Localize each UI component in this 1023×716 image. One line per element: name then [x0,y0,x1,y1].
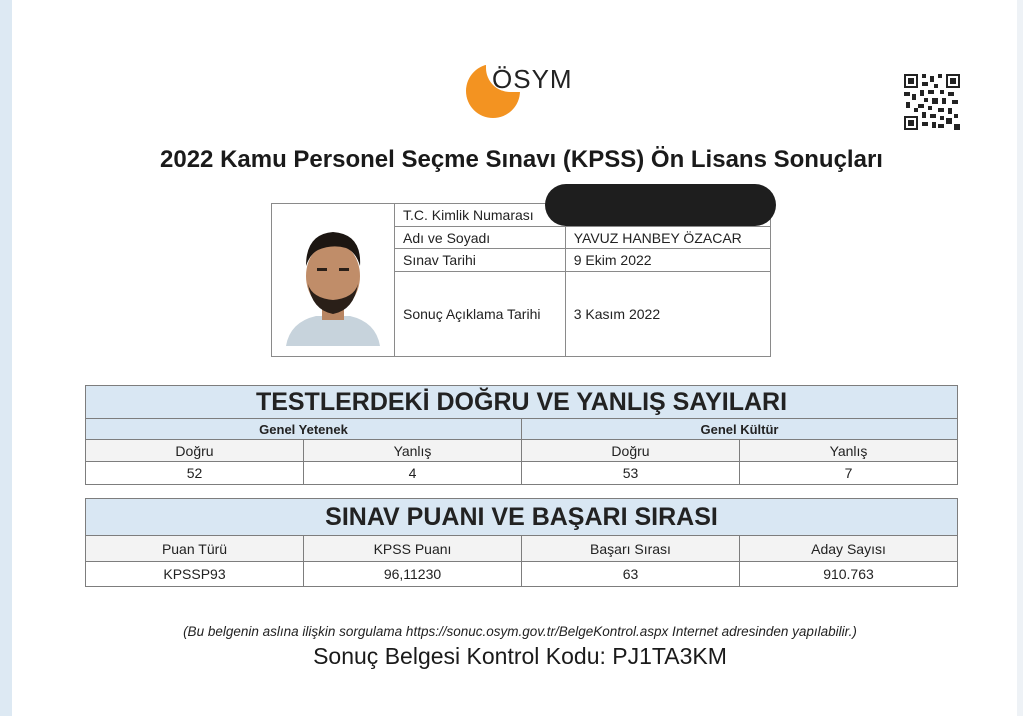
subheader-yanlis-2: Yanlış [740,440,958,462]
group-genel-kultur: Genel Kültür [522,419,958,440]
value-gy-dogru: 52 [86,462,304,485]
exam-date-value: 9 Ekim 2022 [565,249,770,272]
value-gk-yanlis: 7 [740,462,958,485]
left-edge-strip [0,0,12,716]
value-basari-sirasi: 63 [522,562,740,587]
subheader-dogru-2: Doğru [522,440,740,462]
subheader-yanlis-1: Yanlış [304,440,522,462]
person-photo-icon [272,204,394,356]
score-heading: SINAV PUANI VE BAŞARI SIRASI [86,499,958,536]
info-row-exam-date [395,249,770,272]
tc-label: T.C. Kimlik Numarası [395,204,565,227]
value-kpss-puani: 96,11230 [304,562,522,587]
name-label: Adı ve Soyadı [395,227,565,249]
verification-note: (Bu belgenin aslına ilişkin sorgulama https://sonuc.osym.gov.tr/BelgeKontrol.aspx Internet adresinden yapılabilir.) [183,624,857,639]
value-puan-turu: KPSSP93 [86,562,304,587]
correct-wrong-table [85,385,958,485]
exam-date-label: Sınav Tarihi [395,249,565,272]
control-code: Sonuç Belgesi Kontrol Kodu: PJ1TA3KM [313,643,727,669]
result-date-label: Sonuç Açıklama Tarihi [395,272,565,357]
header-puan-turu: Puan Türü [86,536,304,562]
subheader-dogru-1: Doğru [86,440,304,462]
logo-text: ÖSYM [492,64,573,94]
qr-code-icon [904,74,960,130]
group-genel-yetenek: Genel Yetenek [86,419,522,440]
value-gy-yanlis: 4 [304,462,522,485]
info-row-result-date [395,272,770,357]
value-aday-sayisi: 910.763 [740,562,958,587]
header-kpss-puani: KPSS Puanı [304,536,522,562]
right-edge-strip [1017,0,1023,716]
score-table [85,498,958,587]
personal-info-table [395,204,770,356]
redaction-bar [545,184,776,226]
name-value: YAVUZ HANBEY ÖZACAR [565,227,770,249]
result-date-value: 3 Kasım 2022 [565,272,770,357]
correct-wrong-heading: TESTLERDEKİ DOĞRU VE YANLIŞ SAYILARI [86,386,958,419]
header-basari-sirasi: Başarı Sırası [522,536,740,562]
personal-info-box [271,203,771,357]
osym-logo [464,62,584,124]
value-gk-dogru: 53 [522,462,740,485]
info-row-name [395,227,770,249]
document-title: 2022 Kamu Personel Seçme Sınavı (KPSS) Ön Lisans Sonuçları [160,146,883,173]
candidate-photo [272,204,395,356]
header-aday-sayisi: Aday Sayısı [740,536,958,562]
